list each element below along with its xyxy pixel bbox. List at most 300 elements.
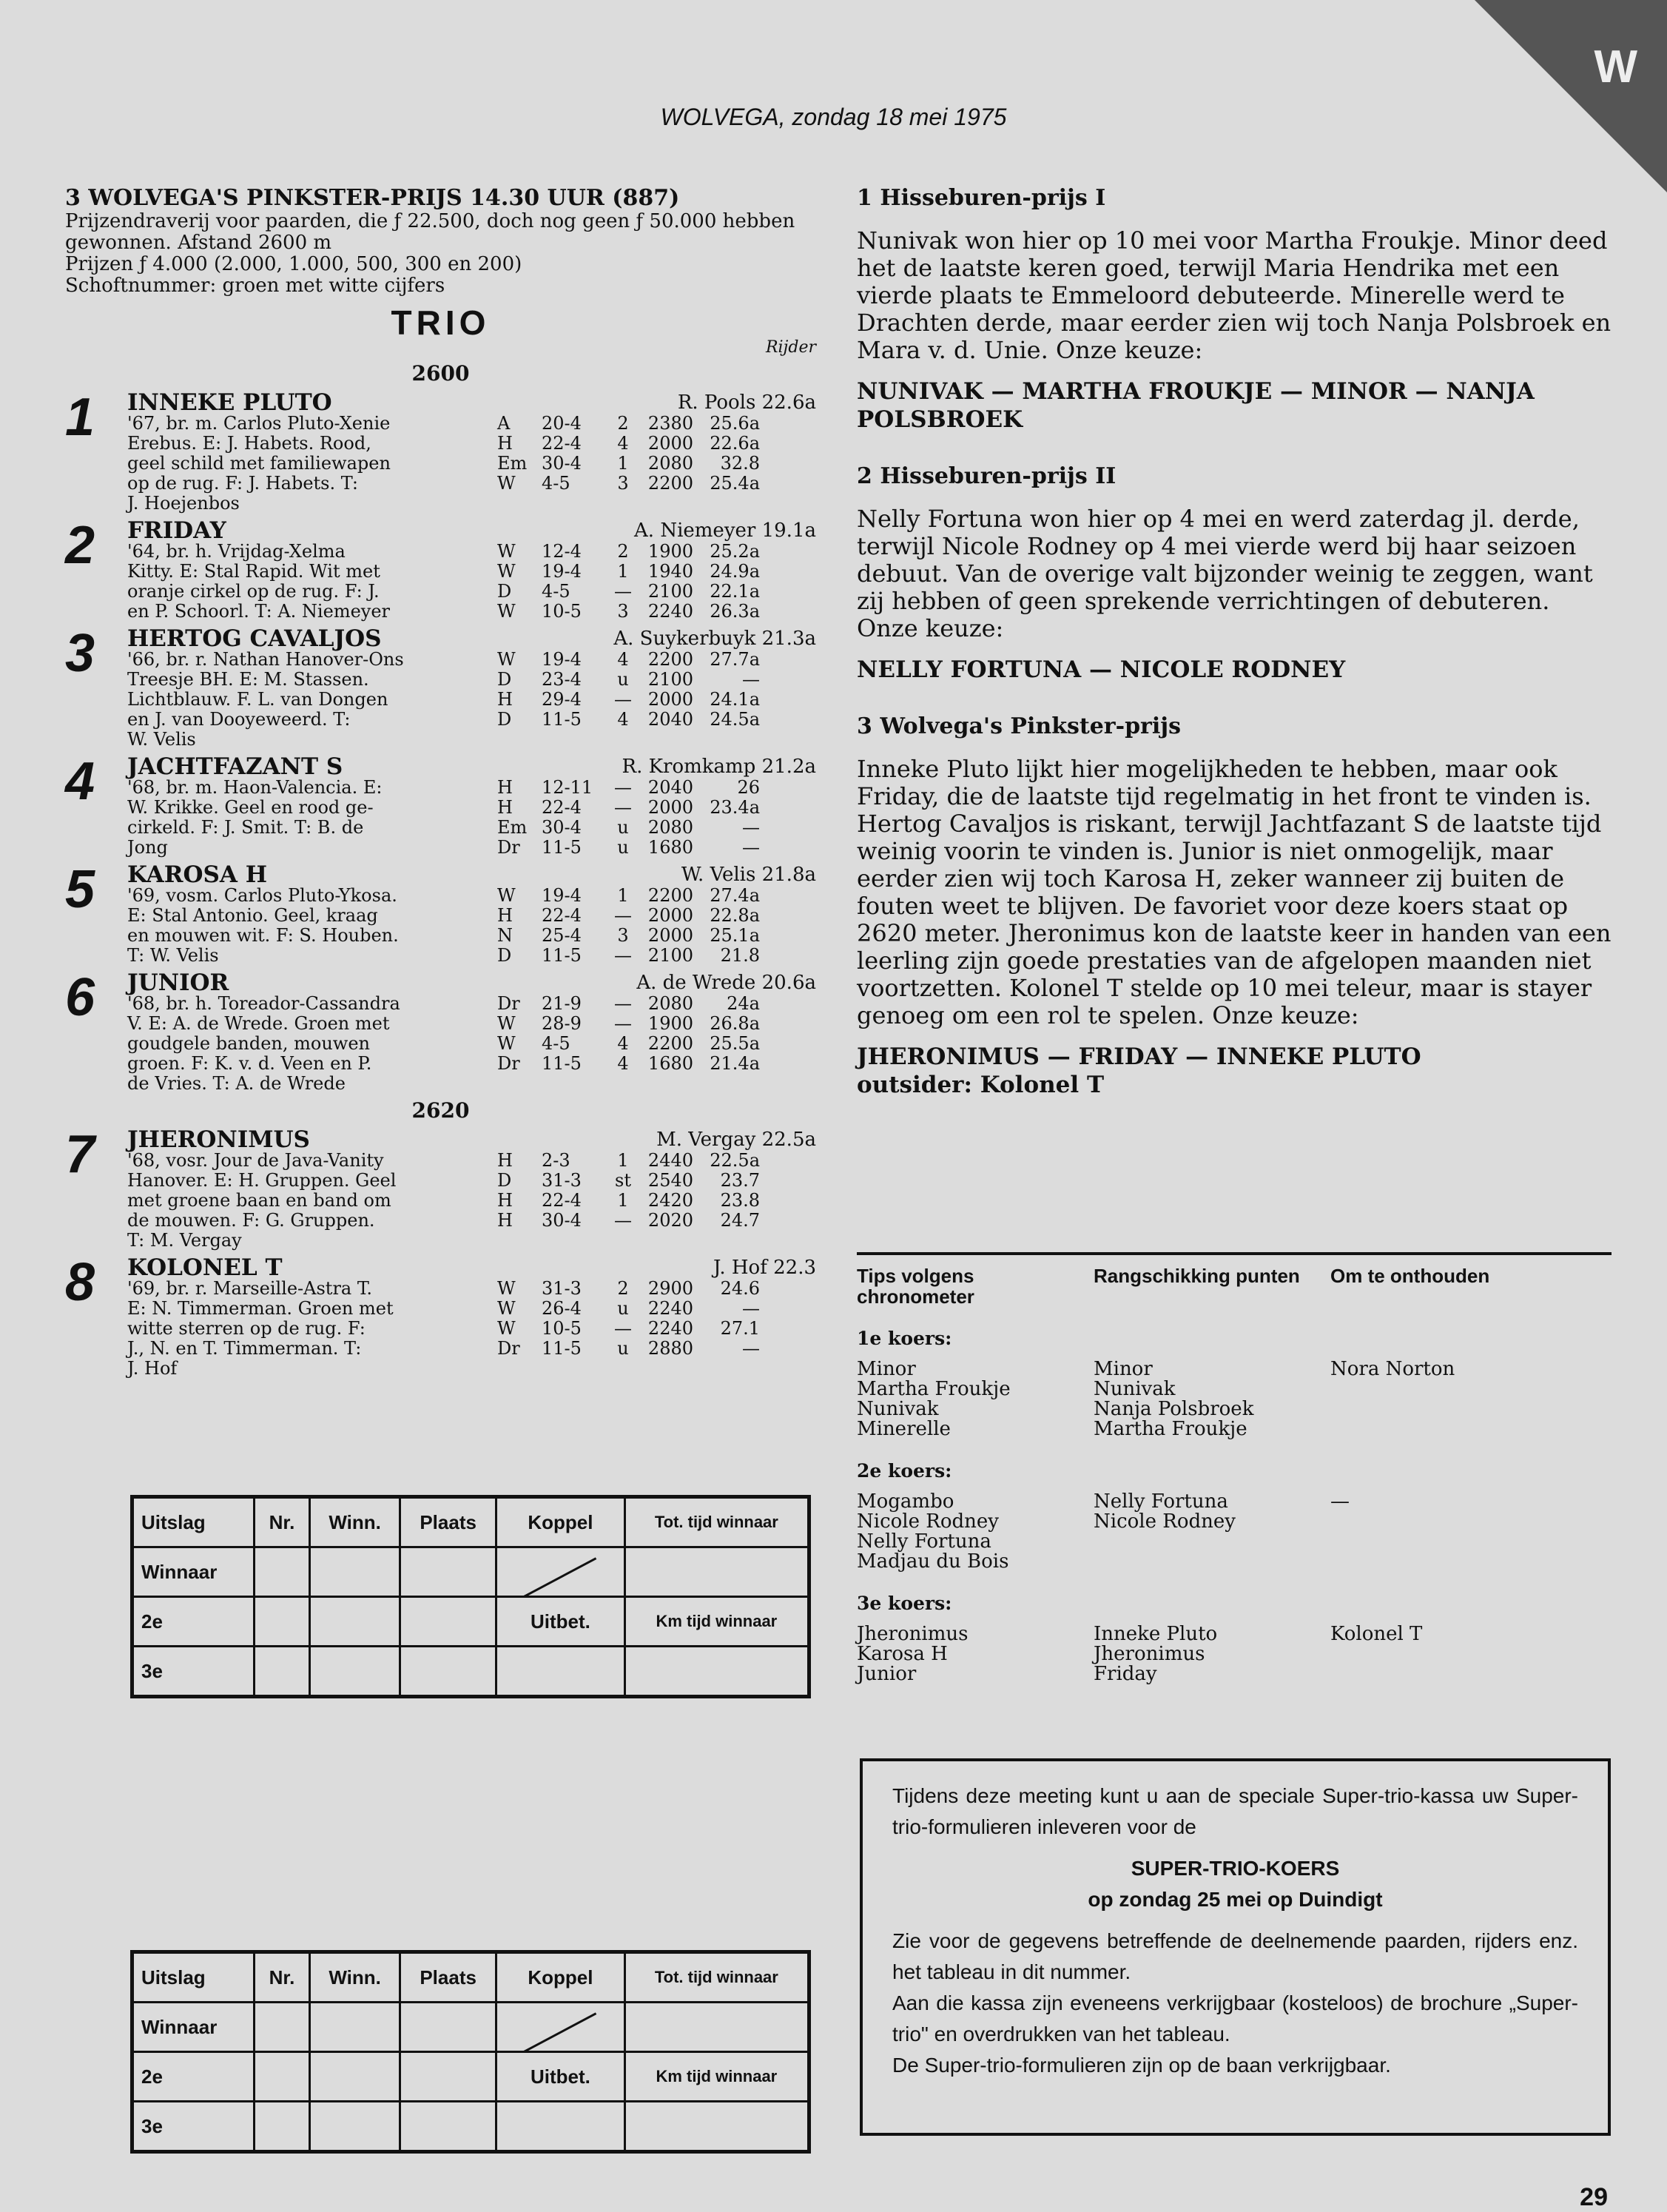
entry-distance: 2240 [647, 1318, 693, 1339]
entry-place: u [617, 1338, 629, 1359]
entry-header [127, 625, 816, 652]
entry-track: Dr [497, 1338, 520, 1359]
col-winn: Winn. [310, 1952, 400, 2003]
entry-date: 19-4 [542, 885, 582, 906]
entry-track: Dr [497, 1053, 520, 1074]
entry-date: 4-5 [542, 1033, 570, 1054]
entry-track: W [497, 1278, 516, 1299]
entry-date: 31-3 [542, 1170, 582, 1191]
entry-description: V. E: A. de Wrede. Groen met [127, 1013, 390, 1034]
entry-place: 2 [617, 541, 629, 562]
entry-distance: 2200 [647, 649, 693, 670]
entry-date: 29-4 [542, 689, 582, 710]
race-title: 3 WOLVEGA'S PINKSTER-PRIJS 14.30 UUR (887) [65, 185, 680, 211]
entry-date: 23-4 [542, 669, 582, 690]
entry-time: 26.3a [710, 601, 760, 622]
entry-time: 26 [737, 777, 760, 798]
cell[interactable] [310, 1597, 400, 1647]
cell[interactable] [254, 2102, 309, 2152]
entry-track: Em [497, 453, 528, 474]
entry-place: — [614, 945, 632, 966]
entry-date: 22-4 [542, 905, 582, 926]
entry-distance: 2380 [647, 413, 693, 434]
commentary-3 [857, 713, 1612, 1099]
entry-place: 2 [617, 413, 629, 434]
entry-row [127, 542, 816, 562]
entry-place: — [614, 993, 632, 1014]
entry-row [127, 602, 816, 622]
entry-distance: 1900 [647, 1013, 693, 1034]
entry-date: 21-9 [542, 993, 582, 1014]
entry-distance: 2100 [647, 945, 693, 966]
rider-name: R. Pools [677, 391, 756, 414]
record-time: 21.8a [761, 864, 816, 886]
entry-distance: 2000 [647, 689, 693, 710]
commentary-column [857, 185, 1612, 1129]
commentary-pick: NUNIVAK — MARTHA FROUKJE — MINOR — NANJA POLSBROEK [857, 378, 1535, 433]
entry-date [542, 494, 608, 514]
entry-date: 25-4 [542, 925, 582, 946]
entry-description: J., N. en T. Timmerman. T: [127, 1338, 362, 1359]
entry-distance: 2440 [647, 1150, 693, 1171]
entries-group-2600 [65, 388, 816, 1094]
entry-distance: 2900 [647, 1278, 693, 1299]
entry-header [127, 1254, 816, 1281]
entry-time: 24a [727, 993, 760, 1014]
tip-horse: Nunivak [857, 1398, 939, 1420]
entry-row [127, 1014, 816, 1034]
entry-place: — [614, 797, 632, 818]
rider-block [613, 628, 816, 650]
entry-description: Kitty. E: Stal Rapid. Wit met [127, 561, 380, 582]
col-winn: Winn. [310, 1497, 400, 1547]
tip-horse: Nelly Fortuna [1094, 1490, 1228, 1513]
entry-time: 22.5a [710, 1150, 760, 1171]
entry-row [127, 778, 816, 798]
horse-name: JUNIOR [127, 969, 229, 996]
entry-distance: 2040 [647, 777, 693, 798]
entry-track: Dr [497, 837, 520, 858]
tips-onthouden [1330, 1492, 1567, 1572]
cell[interactable] [400, 1597, 496, 1647]
entry-time: 27.4a [710, 885, 760, 906]
entry-place: 1 [617, 885, 629, 906]
cell[interactable] [496, 1647, 625, 1697]
cell[interactable] [400, 2102, 496, 2152]
entry-date: 28-9 [542, 1013, 582, 1034]
entry-track: Em [497, 817, 528, 838]
entry-description: '68, br. h. Toreador-Cassandra [127, 993, 400, 1014]
entry-track: N [497, 925, 513, 946]
record-time: 22.5a [761, 1129, 816, 1151]
cell[interactable] [254, 1597, 309, 1647]
entry-description: '68, br. m. Haon-Valencia. E: [127, 777, 383, 798]
tip-horse: Jheronimus [1094, 1643, 1205, 1665]
entry-place: 1 [617, 561, 629, 582]
entry-description: '69, br. r. Marseille-Astra T. [127, 1278, 372, 1299]
tips-body [857, 1328, 1612, 1684]
entry-date: 12-4 [542, 541, 582, 562]
entry-time: 24.7 [720, 1210, 760, 1231]
entry-time: 22.1a [710, 581, 760, 602]
entry-description: de mouwen. F: G. Gruppen. [127, 1210, 375, 1231]
entry-place: 1 [617, 1150, 629, 1171]
entry-place: 3 [617, 473, 629, 494]
entry-place: u [617, 669, 629, 690]
entry-row [127, 1299, 816, 1319]
entry-time: — [742, 1338, 760, 1359]
cell[interactable] [310, 1647, 400, 1697]
entry-distance: 2080 [647, 817, 693, 838]
entry-header [127, 969, 816, 996]
entry-row [127, 1074, 816, 1094]
entry-place: — [614, 1318, 632, 1339]
commentary-1 [857, 185, 1612, 434]
entry-row [127, 926, 816, 946]
koppel-slash [496, 1547, 625, 1597]
koers-grid [857, 1624, 1612, 1684]
entry-place: 4 [617, 1053, 629, 1074]
cell[interactable] [400, 1647, 496, 1697]
entry-date: 30-4 [542, 817, 582, 838]
col-koppel: Koppel [496, 1952, 625, 2003]
tip-horse: Nicole Rodney [1094, 1510, 1236, 1533]
entry-row [127, 906, 816, 926]
result-table [130, 1495, 811, 1698]
entry-description: W. Velis [127, 729, 196, 750]
entry-row [127, 650, 816, 670]
entry-time: 22.8a [710, 905, 760, 926]
cell[interactable] [400, 2052, 496, 2102]
entry-place: 1 [617, 453, 629, 474]
tips-punten [1094, 1492, 1330, 1572]
entry-date: 22-4 [542, 797, 582, 818]
entry-description: en J. van Dooyeweerd. T: [127, 709, 351, 730]
km-tijd-label: Km tijd winnaar [624, 2052, 809, 2102]
entry-track: A [497, 413, 511, 434]
commentary-text: Nunivak won hier op 10 mei voor Martha Froukje. Minor deed het de laatste keren goed, terwijl Maria Hendrika met een vierde plaats te Emmeloord debuteerde. Minerelle werd te Drachten derde, maar eerder zien wij toch Nanja Polsbroek en Mara v. d. Unie. Onze keuze: [857, 226, 1612, 364]
tip-horse: Martha Froukje [1094, 1418, 1247, 1440]
cell[interactable] [254, 2003, 309, 2052]
commentary-text: Nelly Fortuna won hier op 4 mei en werd zaterdag jl. derde, terwijl Nicole Rodney op 4 mei vierde werd bij haar seizoen debuut. Van de overige valt bijzonder weinig te zeggen, want zij hebben of geen sprekende verrichtingen of debuteren. Onze keuze: [857, 505, 1593, 642]
entry-row [127, 1054, 816, 1074]
entry-track: W [497, 1033, 516, 1054]
entry-description: oranje cirkel op de rug. F: J. [127, 581, 380, 602]
entry-row [127, 454, 816, 474]
entry-description: Hanover. E: H. Gruppen. Geel [127, 1170, 397, 1191]
entry-description: Lichtblauw. F. L. van Dongen [127, 689, 388, 710]
entry-place: — [614, 777, 632, 798]
entry-time: 25.5a [710, 1033, 760, 1054]
entry-place: 3 [617, 925, 629, 946]
entry-description: Jong [127, 837, 168, 858]
tip-horse: Nanja Polsbroek [1094, 1398, 1254, 1420]
entry-row [127, 1339, 816, 1359]
horse-entry [65, 624, 816, 750]
entry-time: 25.6a [710, 413, 760, 434]
entry-row [127, 1171, 816, 1191]
rijder-label: Rijder [765, 338, 816, 357]
rider-name: A. Niemeyer [634, 520, 756, 542]
entry-track: W [497, 1298, 516, 1319]
entry-time: 24.1a [710, 689, 760, 710]
tips-chrono [857, 1359, 1094, 1439]
entry-distance: 2040 [647, 709, 693, 730]
race-line: Prijzen ƒ 4.000 (2.000, 1.000, 500, 300 en 200) [65, 253, 522, 275]
entry-track: D [497, 709, 512, 730]
entry-time: — [742, 1298, 760, 1319]
result-table-2 [130, 1950, 811, 2154]
entry-date: 4-5 [542, 473, 570, 494]
row-winnaar: Winnaar [132, 2003, 255, 2052]
col-uitslag: Uitslag [132, 1497, 255, 1547]
entry-row [127, 1359, 816, 1379]
entry-distance: 2000 [647, 925, 693, 946]
entry-track: W [497, 541, 516, 562]
entry-distance: 2420 [647, 1190, 693, 1211]
entry-description: groen. F: K. v. d. Veen en P. [127, 1053, 372, 1074]
entry-time [693, 1359, 760, 1379]
cell[interactable] [624, 1647, 809, 1697]
entry-header [127, 753, 816, 780]
dateline: WOLVEGA, zondag 18 mei 1975 [660, 104, 1007, 130]
cell[interactable] [310, 2102, 400, 2152]
entry-distance: 2080 [647, 453, 693, 474]
race-line: Prijzendraverij voor paarden, die ƒ 22.500, doch nog geen ƒ 50.000 hebben gewonnen. Afstand 2600 m [65, 210, 795, 254]
entry-number: 6 [65, 968, 95, 1027]
cell[interactable] [624, 1547, 809, 1597]
entry-place: 2 [617, 1278, 629, 1299]
entry-header [127, 517, 816, 544]
col-tot-tijd: Tot. tijd winnaar [624, 1952, 809, 2003]
entry-distance: 2100 [647, 669, 693, 690]
entry-description: en P. Schoorl. T: A. Niemeyer [127, 601, 391, 622]
entry-number: 1 [65, 388, 95, 447]
entry-date [542, 1359, 608, 1379]
cell[interactable] [496, 2102, 625, 2152]
rider-block [656, 1129, 816, 1151]
entry-track: D [497, 669, 512, 690]
entry-row [127, 838, 816, 858]
entry-time: 27.7a [710, 649, 760, 670]
koers-grid [857, 1359, 1612, 1439]
entry-track: W [497, 1013, 516, 1034]
entry-description: '67, br. m. Carlos Pluto-Xenie [127, 413, 391, 434]
entry-track: H [497, 689, 513, 710]
rider-block [681, 864, 816, 886]
tips-section [857, 1252, 1612, 1684]
entry-date: 4-5 [542, 581, 570, 602]
entry-place: 4 [617, 649, 629, 670]
entry-date: 22-4 [542, 433, 582, 454]
entry-place: 4 [617, 433, 629, 454]
row-winnaar: Winnaar [132, 1547, 255, 1597]
uitbet-label: Uitbet. [496, 1597, 625, 1647]
entry-track: W [497, 885, 516, 906]
tips-chrono [857, 1624, 1094, 1684]
super-trio-text: Aan die kassa zijn eveneens verkrijgbaar (kosteloos) de brochure „Super-trio" en overdrukken van het tableau. [892, 1991, 1578, 2045]
entry-place: 4 [617, 709, 629, 730]
rider-block [678, 391, 816, 414]
cell[interactable] [624, 2102, 809, 2152]
commentary-2 [857, 463, 1612, 684]
record-time: 20.6a [761, 972, 816, 994]
horse-entry [65, 388, 816, 514]
entry-row [127, 994, 816, 1014]
entry-track [497, 730, 542, 750]
entry-time: 25.4a [710, 473, 760, 494]
entry-number: 4 [65, 752, 95, 811]
entry-distance: 2240 [647, 601, 693, 622]
corner-letter: W [1594, 41, 1637, 93]
entry-time: — [742, 837, 760, 858]
entry-row [127, 710, 816, 730]
entry-time: 24.6 [720, 1278, 760, 1299]
entry-description: en mouwen wit. F: S. Houben. [127, 925, 399, 946]
entry-track: H [497, 905, 513, 926]
tips-onthouden [1330, 1359, 1567, 1439]
cell[interactable] [254, 1547, 309, 1597]
horse-entry [65, 752, 816, 858]
tip-horse: Mogambo [857, 1490, 954, 1513]
entry-track: W [497, 601, 516, 622]
entry-time: — [742, 817, 760, 838]
entry-distance [638, 1231, 693, 1251]
cell[interactable] [310, 2003, 400, 2052]
entry-date: 12-11 [542, 777, 593, 798]
entry-date: 22-4 [542, 1190, 582, 1211]
entry-time [693, 730, 760, 750]
entry-track: H [497, 1210, 513, 1231]
entry-place: 1 [617, 1190, 629, 1211]
trio-heading: TRIO [391, 303, 491, 342]
race-line: Schoftnummer: groen met witte cijfers [65, 275, 445, 297]
entry-date [542, 1231, 608, 1251]
col-plaats: Plaats [400, 1952, 496, 2003]
entry-track [497, 1074, 542, 1094]
cell[interactable] [254, 2052, 309, 2102]
tip-horse: Madjau du Bois [857, 1550, 1009, 1573]
record-time: 21.3a [761, 628, 816, 650]
tips-punten [1094, 1359, 1330, 1439]
horse-name: INNEKE PLUTO [127, 389, 332, 416]
entry-time: 23.8 [720, 1190, 760, 1211]
rider-name: R. Kromkamp [622, 756, 756, 778]
entry-number: 2 [65, 516, 95, 575]
entry-row [127, 690, 816, 710]
entry-number: 7 [65, 1125, 95, 1184]
entry-date: 11-5 [542, 1338, 582, 1359]
tips-header [857, 1265, 1612, 1307]
col-tot-tijd: Tot. tijd winnaar [624, 1497, 809, 1547]
tip-horse: Minor [857, 1358, 916, 1380]
entry-distance: 1900 [647, 541, 693, 562]
entry-row [127, 494, 816, 514]
corner-tab [1475, 0, 1667, 192]
commentary-pick: JHERONIMUS — FRIDAY — INNEKE PLUTO [857, 1043, 1421, 1070]
entry-place: — [614, 1013, 632, 1034]
entry-distance: 1940 [647, 561, 693, 582]
entry-track: H [497, 797, 513, 818]
entry-place: 4 [617, 1033, 629, 1054]
entry-track [497, 494, 542, 514]
entry-time [693, 494, 760, 514]
tip-horse: Minerelle [857, 1418, 951, 1440]
commentary-outsider: outsider: Kolonel T [857, 1072, 1105, 1098]
entry-distance: 2000 [647, 905, 693, 926]
rider-block [636, 972, 816, 994]
cell[interactable] [310, 1547, 400, 1597]
entry-date: 30-4 [542, 1210, 582, 1231]
entry-description: J. Hof [127, 1358, 178, 1379]
koppel-slash [496, 2003, 625, 2052]
entry-header [127, 391, 816, 414]
col-koppel: Koppel [496, 1497, 625, 1547]
horse-entry [65, 1253, 816, 1379]
entry-description: goudgele banden, mouwen [127, 1033, 370, 1054]
entry-description: T: W. Velis [127, 945, 219, 966]
entry-distance [638, 730, 693, 750]
entry-row [127, 730, 816, 750]
entry-description: E: N. Timmerman. Groen met [127, 1298, 394, 1319]
entry-time: 24.5a [710, 709, 760, 730]
rider-name: A. de Wrede [636, 972, 756, 994]
entry-date: 10-5 [542, 601, 582, 622]
koers-label: 2e koers: [857, 1460, 952, 1482]
entry-description: met groene baan en band om [127, 1190, 391, 1211]
entry-place [608, 1359, 638, 1379]
entry-track: W [497, 561, 516, 582]
entry-row [127, 1151, 816, 1171]
horse-name: KAROSA H [127, 861, 268, 888]
entry-date [542, 1074, 608, 1094]
entry-place: u [617, 1298, 629, 1319]
tips-onthouden [1330, 1624, 1567, 1684]
entry-track: D [497, 945, 512, 966]
entry-description: geel schild met familiewapen [127, 453, 391, 474]
uitbet-label: Uitbet. [496, 2052, 625, 2102]
entry-track: H [497, 1150, 513, 1171]
tip-horse: Jheronimus [857, 1623, 969, 1645]
tip-horse: Martha Froukje [857, 1378, 1011, 1400]
cell[interactable] [400, 1547, 496, 1597]
entries-group-2620 [65, 1125, 816, 1379]
tip-horse: Junior [857, 1663, 917, 1685]
tips-col-punten: Rangschikking punten [1094, 1265, 1300, 1287]
entry-place: — [614, 1210, 632, 1231]
super-trio-heading: SUPER-TRIO-KOERS [1131, 1857, 1340, 1880]
entry-place: — [614, 905, 632, 926]
cell[interactable] [254, 1647, 309, 1697]
commentary-heading: 2 Hisseburen-prijs II [857, 463, 1117, 489]
entry-track: W [497, 649, 516, 670]
entry-place [608, 1231, 638, 1251]
entry-description: '64, br. h. Vrijdag-Xelma [127, 541, 346, 562]
entry-description: '69, vosm. Carlos Pluto-Ykosa. [127, 885, 397, 906]
cell[interactable] [400, 2003, 496, 2052]
tip-horse: — [1330, 1490, 1350, 1513]
cell[interactable] [624, 2003, 809, 2052]
cell[interactable] [310, 2052, 400, 2102]
horse-entry [65, 1125, 816, 1251]
entry-row [127, 886, 816, 906]
race-conditions [65, 211, 816, 297]
horse-name: HERTOG CAVALJOS [127, 625, 382, 652]
entry-time: 21.8 [720, 945, 760, 966]
entry-distance [638, 1359, 693, 1379]
entry-date: 11-5 [542, 837, 582, 858]
commentary-pick: NELLY FORTUNA — NICOLE RODNEY [857, 656, 1346, 683]
